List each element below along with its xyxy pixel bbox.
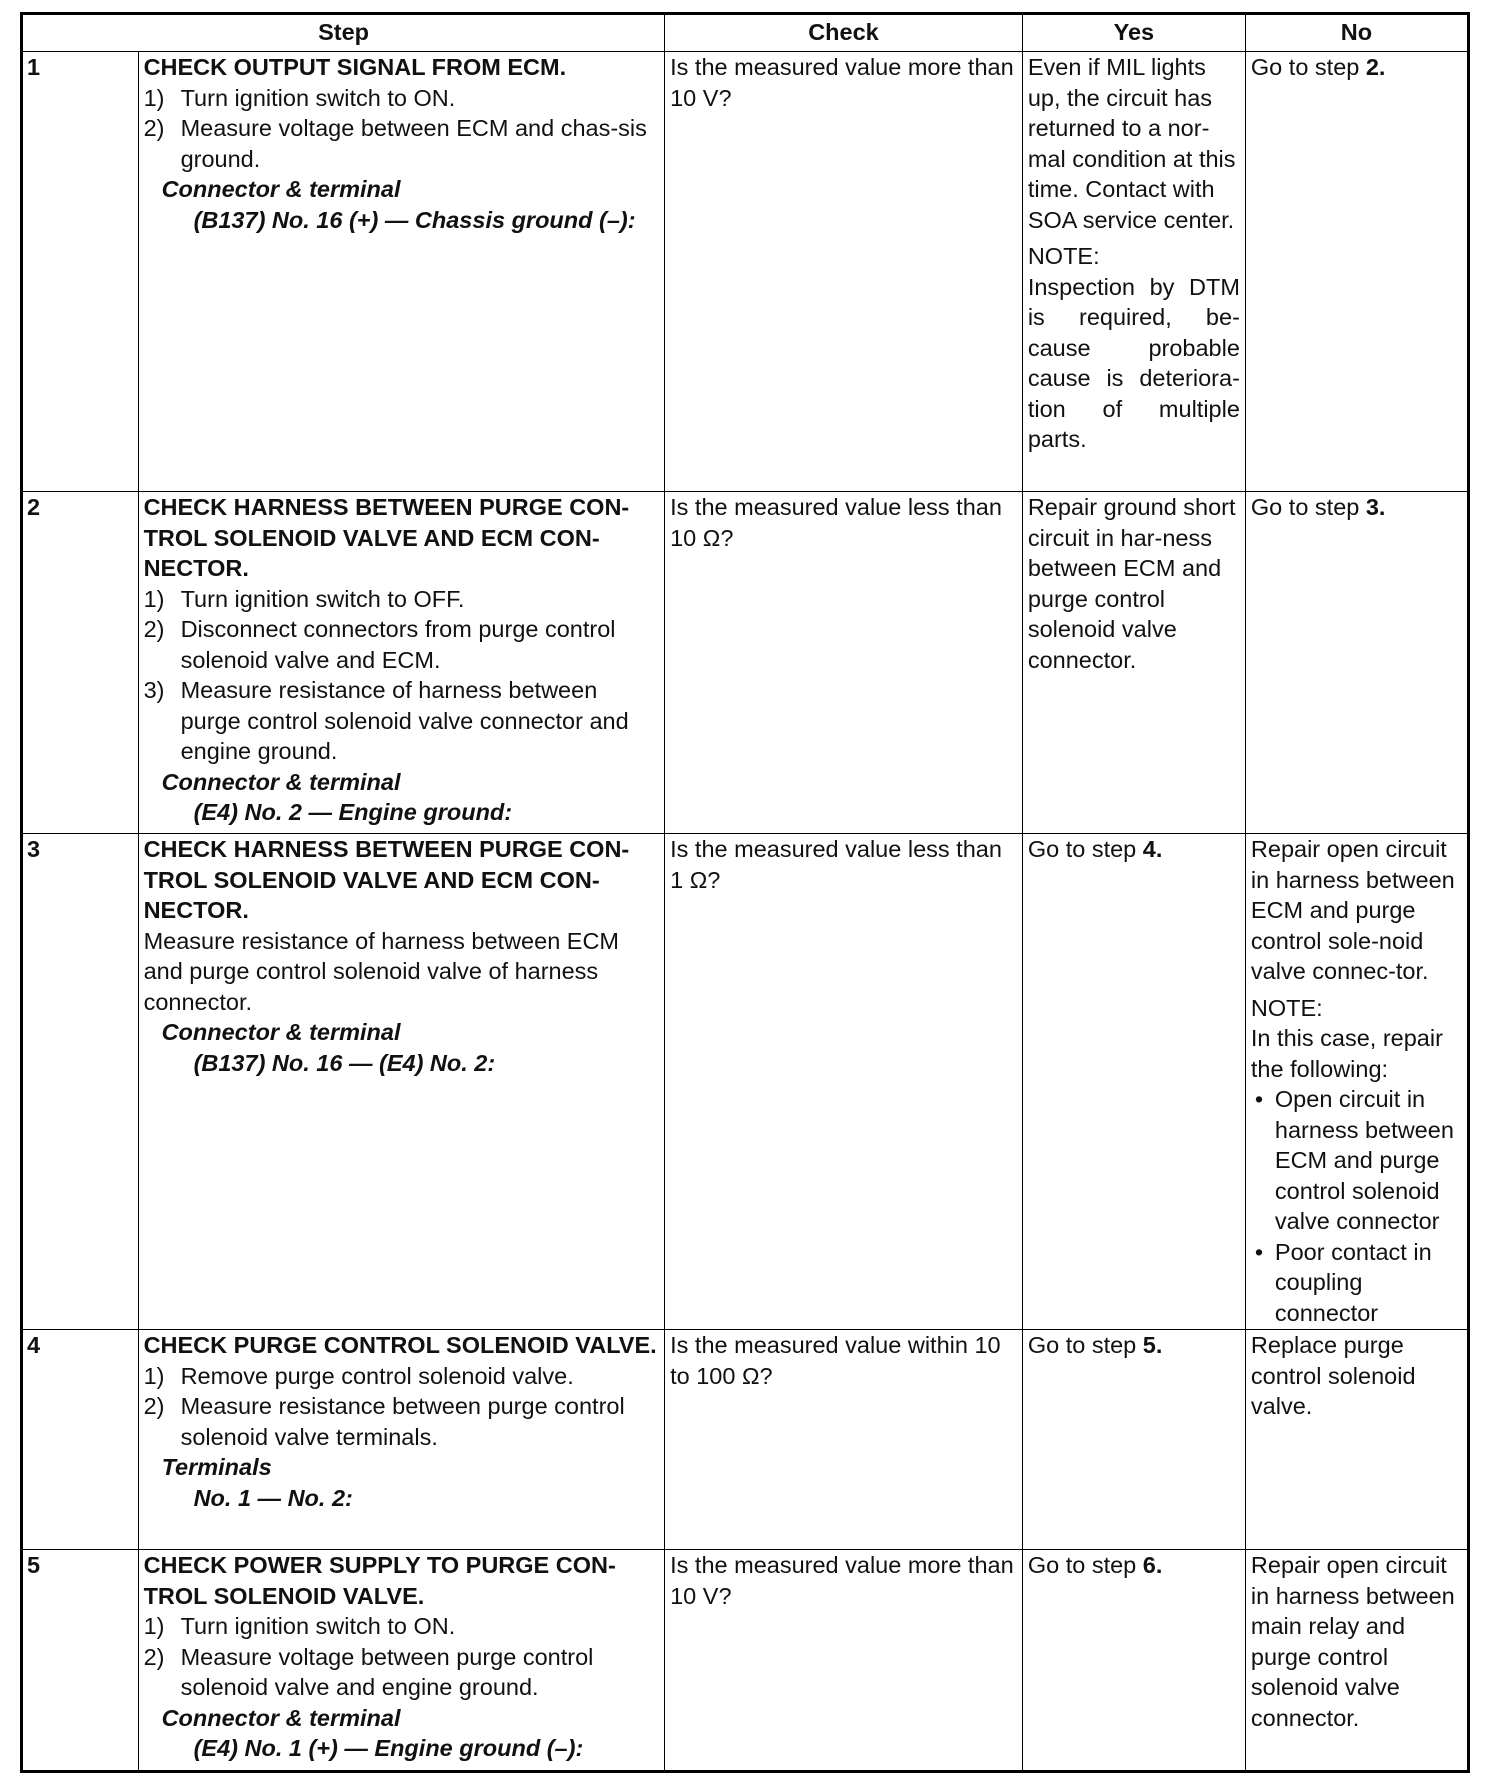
step-link: 4. xyxy=(1142,836,1163,862)
table-row xyxy=(22,834,1469,1330)
connector-label: Connector & terminal xyxy=(161,1704,401,1731)
note-text: In this case, repair the following: xyxy=(1250,1025,1443,1082)
no-cell xyxy=(1245,834,1468,1330)
no-cell: Repair open circuit in harness between main relay and purge control solenoid valve connector. xyxy=(1245,1550,1468,1772)
header-no: No xyxy=(1245,14,1468,52)
no-cell: Replace purge control solenoid valve. xyxy=(1245,1330,1468,1550)
step-link: 6. xyxy=(1142,1552,1163,1578)
note-label: NOTE: xyxy=(1027,243,1100,269)
step-cell xyxy=(138,834,665,1330)
header-yes: Yes xyxy=(1022,14,1245,52)
step-link: 3. xyxy=(1365,494,1386,520)
step-cell xyxy=(138,1550,665,1772)
connector-value: (B137) No. 16 — (E4) No. 2: xyxy=(193,1049,496,1076)
bullet-item: • Open circuit in harness between ECM and purge control solenoid valve connector xyxy=(1254,1086,1454,1234)
yes-cell: Go to step 4. xyxy=(1022,834,1245,1330)
step-cell xyxy=(138,492,665,834)
check-cell: Is the measured value within 10 to 100 Ω? xyxy=(665,1330,1023,1550)
terminals-value: No. 1 — No. 2: xyxy=(193,1484,353,1511)
no-cell: Go to step 2. xyxy=(1245,52,1468,492)
header-check: Check xyxy=(665,14,1023,52)
connector-value: (E4) No. 1 (+) — Engine ground (–): xyxy=(193,1735,584,1761)
step-title: CHECK HARNESS BETWEEN PURGE CON-TROL SOLENOID VALVE AND ECM CON-NECTOR. xyxy=(143,836,630,923)
step-text: Measure resistance of harness between ECM and purge control solenoid valve of harness connector. xyxy=(143,927,620,1015)
list-item: 1) Turn ignition switch to ON. xyxy=(143,1613,456,1639)
check-cell: Is the measured value more than 10 V? xyxy=(665,52,1023,492)
step-cell xyxy=(138,52,665,492)
header-step: Step xyxy=(22,14,665,52)
list-item: 2) Measure voltage between ECM and chas-sis ground. xyxy=(143,115,647,172)
step-list xyxy=(144,1361,660,1453)
note-label: NOTE: xyxy=(1250,994,1323,1021)
list-item: 3) Measure resistance of harness between purge control solenoid valve connector and engine ground. xyxy=(143,677,629,764)
list-item: 1) Turn ignition switch to ON. xyxy=(143,84,456,111)
connector-value: (B137) No. 16 (+) — Chassis ground (–): xyxy=(193,206,636,233)
table-row xyxy=(22,1550,1469,1772)
table-row xyxy=(22,1330,1469,1550)
diagnostic-table xyxy=(20,12,1470,1773)
check-cell: Is the measured value less than 1 Ω? xyxy=(665,834,1023,1330)
connector-label: Connector & terminal xyxy=(161,768,401,795)
yes-cell xyxy=(1022,52,1245,492)
list-item: 2) Disconnect connectors from purge control solenoid valve and ECM. xyxy=(143,616,616,673)
bullet-item: • Poor contact in coupling connector xyxy=(1254,1238,1432,1326)
step-title: CHECK POWER SUPPLY TO PURGE CON-TROL SOLENOID VALVE. xyxy=(143,1552,616,1609)
no-cell: Go to step 3. xyxy=(1245,492,1468,834)
table-header-row xyxy=(22,14,1469,52)
check-cell: Is the measured value more than 10 V? xyxy=(665,1550,1023,1772)
check-cell: Is the measured value less than 10 Ω? xyxy=(665,492,1023,834)
step-number: 1 xyxy=(22,52,139,492)
yes-cell: Repair ground short circuit in har-ness between ECM and purge control solenoid valve connector. xyxy=(1022,492,1245,834)
step-list xyxy=(144,584,660,767)
terminals-label: Terminals xyxy=(161,1454,272,1480)
list-item: 2) Measure voltage between purge control solenoid valve and engine ground. xyxy=(143,1643,594,1700)
step-title: CHECK OUTPUT SIGNAL FROM ECM. xyxy=(143,54,567,80)
step-link: 2. xyxy=(1365,54,1386,80)
step-title: CHECK PURGE CONTROL SOLENOID VALVE. xyxy=(143,1332,657,1358)
list-item: 1) Remove purge control solenoid valve. xyxy=(143,1362,574,1389)
table-row xyxy=(22,492,1469,834)
step-title: CHECK HARNESS BETWEEN PURGE CON-TROL SOLENOID VALVE AND ECM CON-NECTOR. xyxy=(143,494,630,581)
yes-cell: Go to step 6. xyxy=(1022,1550,1245,1772)
no-text: Repair open circuit in harness between ECM and purge control sole-noid valve connec-tor. xyxy=(1250,836,1455,984)
step-list xyxy=(144,83,660,175)
step-cell xyxy=(138,1330,665,1550)
list-item: 1) Turn ignition switch to OFF. xyxy=(143,585,465,612)
step-number: 5 xyxy=(22,1550,139,1772)
table-row xyxy=(22,52,1469,492)
yes-cell: Go to step 5. xyxy=(1022,1330,1245,1550)
note-text: Inspection by DTM is required, be-cause probable cause is deteriora-tion of multiple parts. xyxy=(1027,273,1240,452)
step-number: 2 xyxy=(22,492,139,834)
step-list xyxy=(144,1611,660,1703)
diagnostic-table-sheet xyxy=(20,12,1470,1773)
connector-label: Connector & terminal xyxy=(161,176,401,202)
list-item: 2) Measure resistance between purge control solenoid valve terminals. xyxy=(143,1393,625,1450)
step-number: 4 xyxy=(22,1330,139,1550)
connector-label: Connector & terminal xyxy=(161,1019,401,1045)
yes-text: Even if MIL lights up, the circuit has returned to a nor-mal condition at this time. Contact with SOA service center. xyxy=(1027,54,1236,233)
connector-value: (E4) No. 2 — Engine ground: xyxy=(193,799,513,825)
step-link: 5. xyxy=(1142,1332,1163,1358)
step-number: 3 xyxy=(22,834,139,1330)
